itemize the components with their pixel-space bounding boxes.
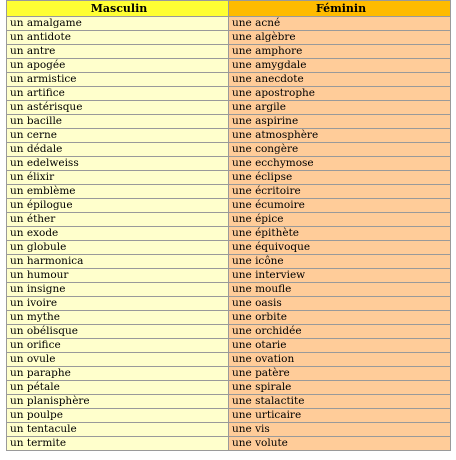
table-row bbox=[7, 437, 451, 451]
masculin-word-cell: un dédale bbox=[7, 143, 229, 157]
masculin-word-cell: un ivoire bbox=[7, 297, 229, 311]
table-row bbox=[7, 115, 451, 129]
feminin-word-cell: une volute bbox=[229, 437, 451, 451]
table-header-row bbox=[7, 1, 451, 17]
masculin-word-cell: un apogée bbox=[7, 59, 229, 73]
masculin-word-cell: un termite bbox=[7, 437, 229, 451]
masculin-word-cell: un cerne bbox=[7, 129, 229, 143]
table-row bbox=[7, 423, 451, 437]
masculin-word-cell: un antre bbox=[7, 45, 229, 59]
gender-word-table bbox=[6, 0, 451, 451]
feminin-word-cell: une épithète bbox=[229, 227, 451, 241]
table-row bbox=[7, 395, 451, 409]
feminin-word-cell: une équivoque bbox=[229, 241, 451, 255]
feminin-column-header: Féminin bbox=[229, 1, 451, 17]
table-row bbox=[7, 129, 451, 143]
feminin-word-cell: une congère bbox=[229, 143, 451, 157]
masculin-word-cell: un éther bbox=[7, 213, 229, 227]
table-row bbox=[7, 255, 451, 269]
masculin-word-cell: un artifice bbox=[7, 87, 229, 101]
feminin-word-cell: une otarie bbox=[229, 339, 451, 353]
table-row bbox=[7, 227, 451, 241]
masculin-word-cell: un orifice bbox=[7, 339, 229, 353]
table-row bbox=[7, 45, 451, 59]
feminin-word-cell: une anecdote bbox=[229, 73, 451, 87]
table-row bbox=[7, 101, 451, 115]
masculin-word-cell: un épilogue bbox=[7, 199, 229, 213]
masculin-word-cell: un ovule bbox=[7, 353, 229, 367]
table-row bbox=[7, 87, 451, 101]
masculin-word-cell: un exode bbox=[7, 227, 229, 241]
table-row bbox=[7, 409, 451, 423]
feminin-word-cell: une aspirine bbox=[229, 115, 451, 129]
table-row bbox=[7, 213, 451, 227]
feminin-word-cell: une moufle bbox=[229, 283, 451, 297]
table-row bbox=[7, 353, 451, 367]
feminin-word-cell: une ecchymose bbox=[229, 157, 451, 171]
feminin-word-cell: une amphore bbox=[229, 45, 451, 59]
table-row bbox=[7, 199, 451, 213]
masculin-word-cell: un bacille bbox=[7, 115, 229, 129]
table-row bbox=[7, 283, 451, 297]
table-row bbox=[7, 185, 451, 199]
feminin-word-cell: une atmosphère bbox=[229, 129, 451, 143]
table-row bbox=[7, 311, 451, 325]
feminin-word-cell: une écritoire bbox=[229, 185, 451, 199]
feminin-word-cell: une spirale bbox=[229, 381, 451, 395]
table-row bbox=[7, 381, 451, 395]
table-row bbox=[7, 171, 451, 185]
table-row bbox=[7, 241, 451, 255]
feminin-word-cell: une amygdale bbox=[229, 59, 451, 73]
feminin-word-cell: une urticaire bbox=[229, 409, 451, 423]
gender-word-table-container bbox=[6, 0, 450, 451]
feminin-word-cell: une acné bbox=[229, 17, 451, 31]
feminin-word-cell: une éclipse bbox=[229, 171, 451, 185]
masculin-column-header: Masculin bbox=[7, 1, 229, 17]
feminin-word-cell: une épice bbox=[229, 213, 451, 227]
feminin-word-cell: une interview bbox=[229, 269, 451, 283]
table-row bbox=[7, 73, 451, 87]
table-row bbox=[7, 157, 451, 171]
masculin-word-cell: un obélisque bbox=[7, 325, 229, 339]
masculin-word-cell: un astérisque bbox=[7, 101, 229, 115]
table-row bbox=[7, 31, 451, 45]
masculin-word-cell: un planisphère bbox=[7, 395, 229, 409]
feminin-word-cell: une vis bbox=[229, 423, 451, 437]
masculin-word-cell: un paraphe bbox=[7, 367, 229, 381]
masculin-word-cell: un tentacule bbox=[7, 423, 229, 437]
masculin-word-cell: un humour bbox=[7, 269, 229, 283]
table-row bbox=[7, 297, 451, 311]
table-row bbox=[7, 367, 451, 381]
masculin-word-cell: un armistice bbox=[7, 73, 229, 87]
feminin-word-cell: une apostrophe bbox=[229, 87, 451, 101]
table-row bbox=[7, 325, 451, 339]
table-row bbox=[7, 339, 451, 353]
feminin-word-cell: une orchidée bbox=[229, 325, 451, 339]
masculin-word-cell: un antidote bbox=[7, 31, 229, 45]
table-row bbox=[7, 143, 451, 157]
table-row bbox=[7, 17, 451, 31]
table-row bbox=[7, 269, 451, 283]
masculin-word-cell: un mythe bbox=[7, 311, 229, 325]
feminin-word-cell: une stalactite bbox=[229, 395, 451, 409]
masculin-word-cell: un insigne bbox=[7, 283, 229, 297]
feminin-word-cell: une patère bbox=[229, 367, 451, 381]
masculin-word-cell: un poulpe bbox=[7, 409, 229, 423]
masculin-word-cell: un élixir bbox=[7, 171, 229, 185]
masculin-word-cell: un harmonica bbox=[7, 255, 229, 269]
feminin-word-cell: une orbite bbox=[229, 311, 451, 325]
feminin-word-cell: une argile bbox=[229, 101, 451, 115]
feminin-word-cell: une oasis bbox=[229, 297, 451, 311]
masculin-word-cell: un emblème bbox=[7, 185, 229, 199]
masculin-word-cell: un pétale bbox=[7, 381, 229, 395]
feminin-word-cell: une ovation bbox=[229, 353, 451, 367]
feminin-word-cell: une algèbre bbox=[229, 31, 451, 45]
feminin-word-cell: une écumoire bbox=[229, 199, 451, 213]
masculin-word-cell: un amalgame bbox=[7, 17, 229, 31]
table-body bbox=[7, 17, 451, 451]
table-row bbox=[7, 59, 451, 73]
masculin-word-cell: un edelweiss bbox=[7, 157, 229, 171]
masculin-word-cell: un globule bbox=[7, 241, 229, 255]
feminin-word-cell: une icône bbox=[229, 255, 451, 269]
